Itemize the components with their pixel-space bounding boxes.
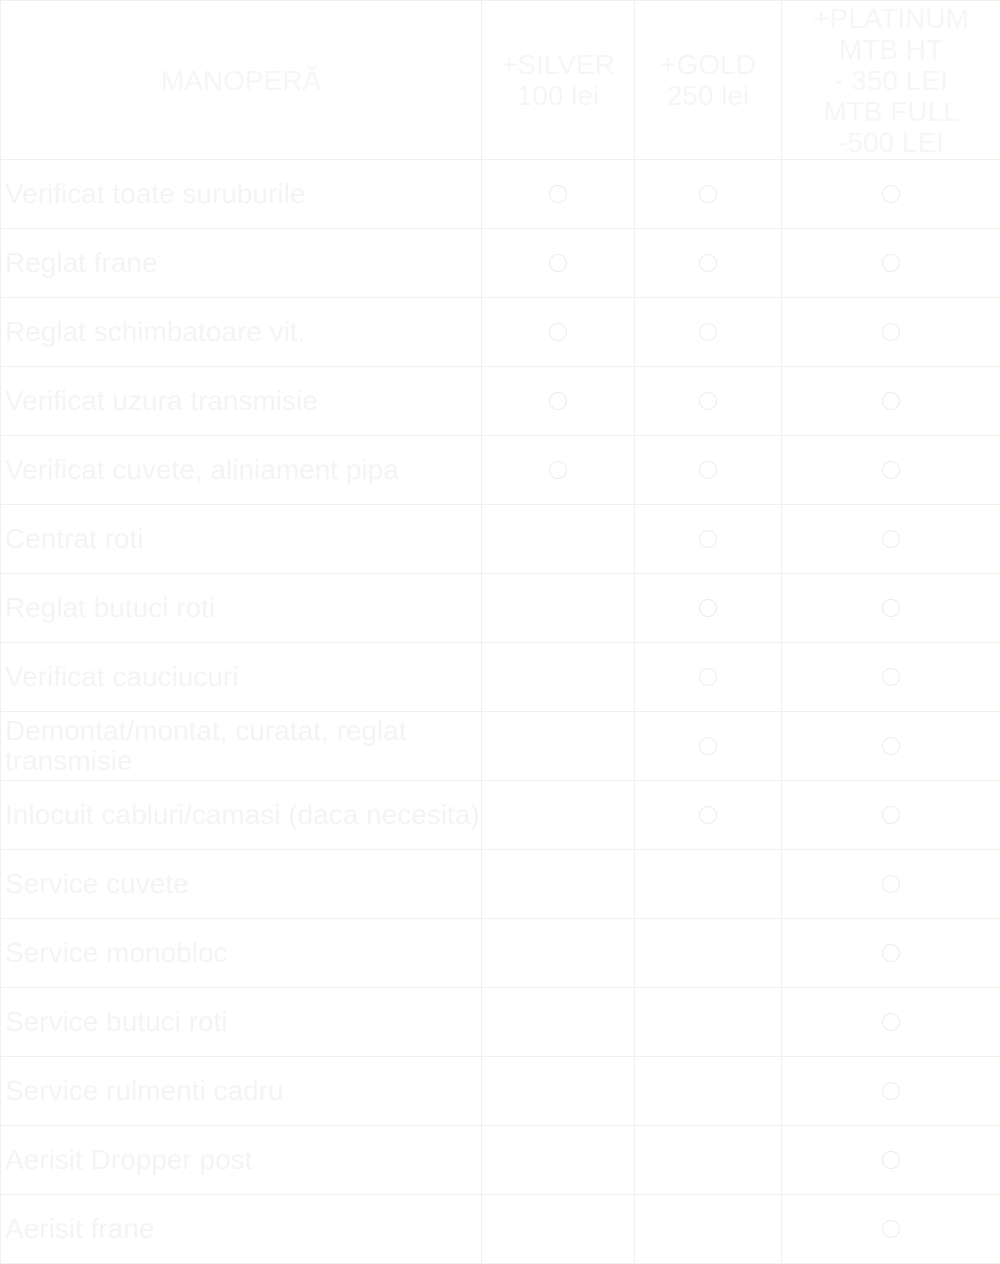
platinum-cell [782, 850, 1000, 919]
gold-cell [635, 988, 782, 1057]
included-circle-icon [882, 806, 900, 824]
gold-cell [635, 712, 782, 781]
header-platinum-line: -500 LEI [838, 126, 944, 158]
included-circle-icon [699, 185, 717, 203]
header-service-label: MANOPERĂ [160, 64, 322, 96]
header-platinum-line: +PLATINUM [813, 2, 969, 34]
included-circle-icon [882, 461, 900, 479]
table-row [1, 643, 1000, 712]
header-silver-line: +SILVER [501, 49, 615, 80]
service-name: Service monobloc [1, 919, 482, 988]
silver-cell [482, 712, 635, 781]
header-platinum-line: MTB FULL [823, 95, 959, 127]
gold-cell [635, 781, 782, 850]
gold-cell [635, 436, 782, 505]
included-circle-icon [699, 806, 717, 824]
platinum-cell [782, 436, 1000, 505]
platinum-cell [782, 781, 1000, 850]
table-row [1, 850, 1000, 919]
gold-cell [635, 367, 782, 436]
table-row [1, 298, 1000, 367]
table-row [1, 988, 1000, 1057]
platinum-cell [782, 160, 1000, 229]
service-name: Reglat frane [1, 229, 482, 298]
table-row [1, 1126, 1000, 1195]
gold-cell [635, 643, 782, 712]
table-row [1, 505, 1000, 574]
gold-cell [635, 574, 782, 643]
header-row [1, 1, 1000, 160]
platinum-cell [782, 712, 1000, 781]
gold-cell [635, 505, 782, 574]
service-name: Verificat cuvete, aliniament pipa [1, 436, 482, 505]
table-row [1, 1057, 1000, 1126]
silver-cell [482, 643, 635, 712]
header-service [1, 1, 482, 160]
included-circle-icon [882, 1013, 900, 1031]
header-platinum [782, 1, 1000, 160]
platinum-cell [782, 1126, 1000, 1195]
silver-cell [482, 850, 635, 919]
included-circle-icon [699, 254, 717, 272]
included-circle-icon [549, 254, 567, 272]
service-name: Reglat butuci roti [1, 574, 482, 643]
included-circle-icon [882, 185, 900, 203]
silver-cell [482, 160, 635, 229]
included-circle-icon [882, 254, 900, 272]
header-platinum-line: - 350 LEI [834, 64, 948, 96]
table-row [1, 919, 1000, 988]
silver-cell [482, 574, 635, 643]
table-row [1, 1195, 1000, 1264]
included-circle-icon [699, 737, 717, 755]
table-row [1, 229, 1000, 298]
included-circle-icon [882, 1151, 900, 1169]
service-name: Aerisit frane [1, 1195, 482, 1264]
included-circle-icon [882, 668, 900, 686]
platinum-cell [782, 988, 1000, 1057]
included-circle-icon [549, 392, 567, 410]
platinum-cell [782, 574, 1000, 643]
silver-cell [482, 436, 635, 505]
silver-cell [482, 1057, 635, 1126]
included-circle-icon [699, 323, 717, 341]
included-circle-icon [882, 944, 900, 962]
platinum-cell [782, 367, 1000, 436]
silver-cell [482, 781, 635, 850]
gold-cell [635, 1126, 782, 1195]
included-circle-icon [699, 599, 717, 617]
header-silver-line: 100 lei [516, 80, 600, 111]
platinum-cell [782, 643, 1000, 712]
header-platinum-line: MTB HT [838, 33, 944, 65]
platinum-cell [782, 1057, 1000, 1126]
gold-cell [635, 1195, 782, 1264]
service-name: Inlocuit cabluri/camasi (daca necesita) [1, 781, 482, 850]
silver-cell [482, 229, 635, 298]
included-circle-icon [882, 1082, 900, 1100]
included-circle-icon [882, 323, 900, 341]
silver-cell [482, 298, 635, 367]
included-circle-icon [882, 875, 900, 893]
included-circle-icon [882, 392, 900, 410]
silver-cell [482, 505, 635, 574]
included-circle-icon [882, 1220, 900, 1238]
silver-cell [482, 1126, 635, 1195]
service-name: Verificat uzura transmisie [1, 367, 482, 436]
service-name: Centrat roti [1, 505, 482, 574]
gold-cell [635, 160, 782, 229]
included-circle-icon [699, 530, 717, 548]
gold-cell [635, 850, 782, 919]
included-circle-icon [882, 599, 900, 617]
header-gold-line: +GOLD [660, 49, 756, 80]
platinum-cell [782, 505, 1000, 574]
silver-cell [482, 1195, 635, 1264]
service-name: Verificat cauciucuri [1, 643, 482, 712]
included-circle-icon [549, 323, 567, 341]
table-row [1, 781, 1000, 850]
included-circle-icon [882, 530, 900, 548]
included-circle-icon [699, 668, 717, 686]
silver-cell [482, 367, 635, 436]
gold-cell [635, 919, 782, 988]
included-circle-icon [699, 461, 717, 479]
included-circle-icon [882, 737, 900, 755]
gold-cell [635, 229, 782, 298]
table-row [1, 436, 1000, 505]
service-name: Verificat toate suruburile [1, 160, 482, 229]
gold-cell [635, 1057, 782, 1126]
table-row [1, 712, 1000, 781]
service-name: Aerisit Dropper post [1, 1126, 482, 1195]
included-circle-icon [549, 185, 567, 203]
table-row [1, 367, 1000, 436]
gold-cell [635, 298, 782, 367]
platinum-cell [782, 229, 1000, 298]
included-circle-icon [699, 392, 717, 410]
platinum-cell [782, 298, 1000, 367]
included-circle-icon [549, 461, 567, 479]
table-row [1, 574, 1000, 643]
silver-cell [482, 988, 635, 1057]
header-silver [482, 1, 635, 160]
service-name: Reglat schimbatoare vit. [1, 298, 482, 367]
service-name: Demontat/montat, curatat, reglat transmisie [1, 712, 482, 781]
table-row [1, 160, 1000, 229]
service-name: Service rulmenti cadru [1, 1057, 482, 1126]
platinum-cell [782, 1195, 1000, 1264]
service-name: Service cuvete [1, 850, 482, 919]
header-gold [635, 1, 782, 160]
silver-cell [482, 919, 635, 988]
header-gold-line: 250 lei [666, 80, 750, 111]
service-name: Service butuci roti [1, 988, 482, 1057]
platinum-cell [782, 919, 1000, 988]
